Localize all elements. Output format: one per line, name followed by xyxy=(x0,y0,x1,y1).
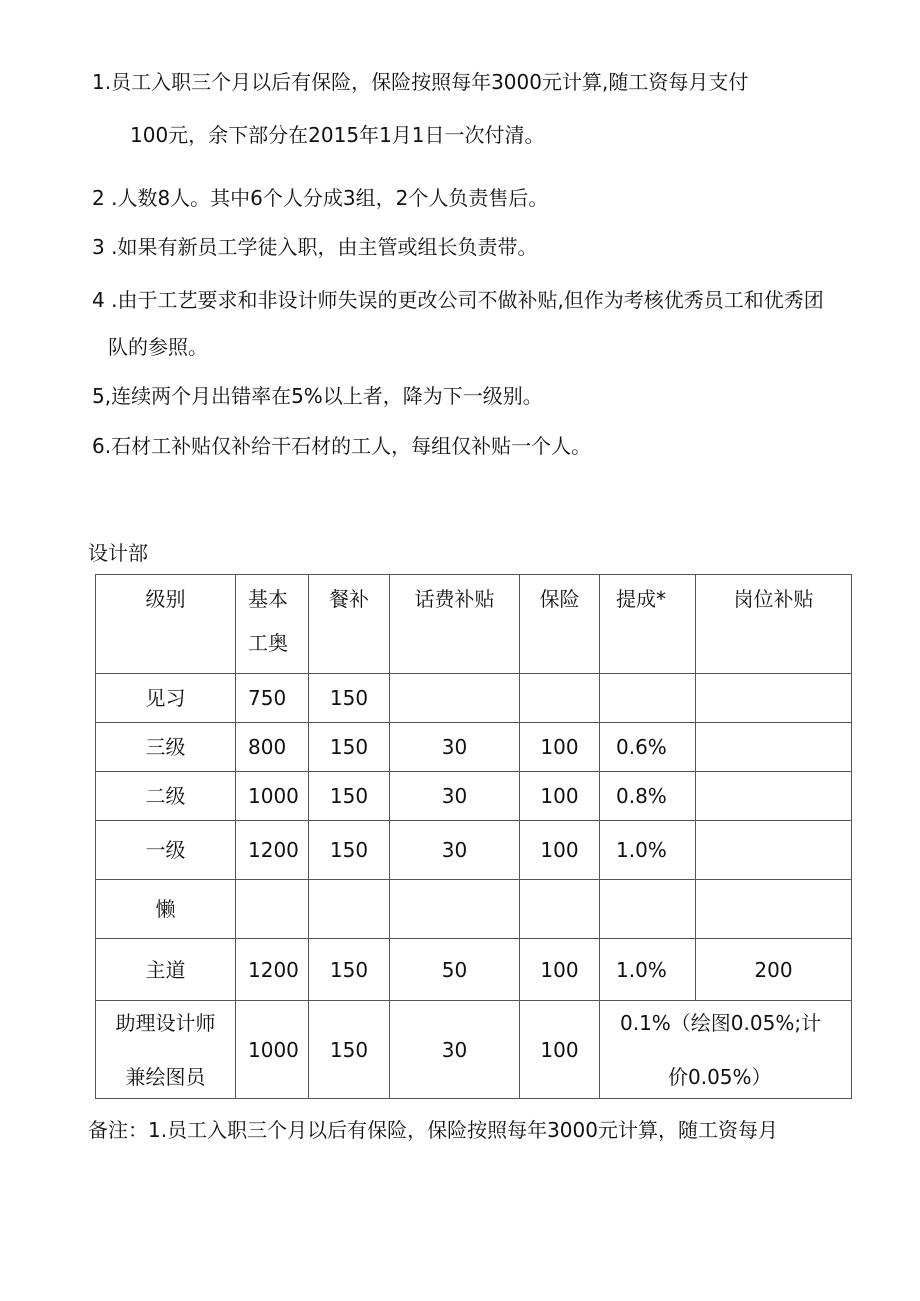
cell-meal xyxy=(309,880,390,939)
header-base-line-1: 基本 xyxy=(248,587,288,611)
table-row xyxy=(96,821,852,880)
cell-base: 750 xyxy=(236,674,309,723)
header-meal-allowance: 餐补 xyxy=(309,575,390,674)
note-1-line-1: 1.员工入职三个月以后有保险，保险按照每年3000元计算,随工资每月支付 xyxy=(92,70,749,94)
cell-post xyxy=(696,674,852,723)
cell-level: 主道 xyxy=(96,939,236,1001)
cell-insurance: 100 xyxy=(520,772,600,821)
cell-insurance: 100 xyxy=(520,939,600,1001)
cell-phone: 30 xyxy=(390,1001,520,1099)
cell-post xyxy=(696,723,852,772)
table-row-assistant xyxy=(96,1001,852,1099)
cell-phone: 30 xyxy=(390,772,520,821)
cell-level: 懒 xyxy=(96,880,236,939)
cell-level: 二级 xyxy=(96,772,236,821)
cell-insurance: 100 xyxy=(520,821,600,880)
assistant-commission-line-1: 0.1%（绘图0.05%;计 xyxy=(620,1010,822,1035)
cell-level: 三级 xyxy=(96,723,236,772)
cell-commission: 0.6% xyxy=(600,723,696,772)
assistant-level-line-2: 兼绘图员 xyxy=(125,1064,206,1089)
cell-phone: 30 xyxy=(390,723,520,772)
cell-phone: 30 xyxy=(390,821,520,880)
header-base-line-2: 工奥 xyxy=(248,631,288,655)
cell-phone xyxy=(390,674,520,723)
cell-post: 200 xyxy=(696,939,852,1001)
header-base-salary xyxy=(236,575,309,674)
cell-post xyxy=(696,821,852,880)
note-1-line-2: 100元，余下部分在2015年1月1日一次付清。 xyxy=(130,123,545,147)
section-title: 设计部 xyxy=(88,541,148,565)
cell-base: 1200 xyxy=(236,939,309,1001)
cell-meal: 150 xyxy=(309,1001,390,1099)
note-4-line-1: 4 .由于工艺要求和非设计师失误的更改公司不做补贴,但作为考核优秀员工和优秀团 xyxy=(92,288,824,312)
cell-base: 1200 xyxy=(236,821,309,880)
cell-commission xyxy=(600,674,696,723)
cell-base xyxy=(236,880,309,939)
table-row xyxy=(96,723,852,772)
cell-meal: 150 xyxy=(309,821,390,880)
cell-insurance xyxy=(520,880,600,939)
cell-phone xyxy=(390,880,520,939)
cell-level: 见习 xyxy=(96,674,236,723)
assistant-commission-line-2: 价0.05%） xyxy=(668,1064,772,1089)
cell-base: 1000 xyxy=(236,1001,309,1099)
cell-insurance: 100 xyxy=(520,1001,600,1099)
cell-meal: 150 xyxy=(309,939,390,1001)
table-header-row xyxy=(96,575,852,674)
cell-base: 800 xyxy=(236,723,309,772)
header-level: 级别 xyxy=(96,575,236,674)
cell-commission: 1.0% xyxy=(600,939,696,1001)
cell-commission: 0.8% xyxy=(600,772,696,821)
cell-post xyxy=(696,880,852,939)
cell-meal: 150 xyxy=(309,674,390,723)
note-5: 5,连续两个月出错率在5%以上者，降为下一级别。 xyxy=(92,384,543,408)
salary-table xyxy=(95,574,852,1099)
cell-commission-merged xyxy=(600,1001,852,1099)
note-2: 2 .人数8人。其中6个人分成3组，2个人负责售后。 xyxy=(92,186,549,210)
header-phone-allowance: 话费补贴 xyxy=(390,575,520,674)
table-row xyxy=(96,674,852,723)
cell-insurance: 100 xyxy=(520,723,600,772)
header-insurance: 保险 xyxy=(520,575,600,674)
table-row xyxy=(96,880,852,939)
note-4-line-2: 队的参照。 xyxy=(108,335,208,359)
cell-phone: 50 xyxy=(390,939,520,1001)
note-6: 6.石材工补贴仅补给干石材的工人，每组仅补贴一个人。 xyxy=(92,434,592,458)
cell-commission: 1.0% xyxy=(600,821,696,880)
cell-meal: 150 xyxy=(309,723,390,772)
assistant-level-line-1: 助理设计师 xyxy=(115,1010,216,1035)
cell-meal: 150 xyxy=(309,772,390,821)
note-3: 3 .如果有新员工学徒入职，由主管或组长负责带。 xyxy=(92,235,538,259)
cell-commission xyxy=(600,880,696,939)
footer-note: 备注：1.员工入职三个月以后有保险，保险按照每年3000元计算，随工资每月 xyxy=(88,1118,778,1142)
cell-level xyxy=(96,1001,236,1099)
cell-insurance xyxy=(520,674,600,723)
cell-level: 一级 xyxy=(96,821,236,880)
table-row xyxy=(96,939,852,1001)
cell-base: 1000 xyxy=(236,772,309,821)
cell-post xyxy=(696,772,852,821)
header-post-allowance: 岗位补贴 xyxy=(696,575,852,674)
table-row xyxy=(96,772,852,821)
header-commission: 提成* xyxy=(600,575,696,674)
